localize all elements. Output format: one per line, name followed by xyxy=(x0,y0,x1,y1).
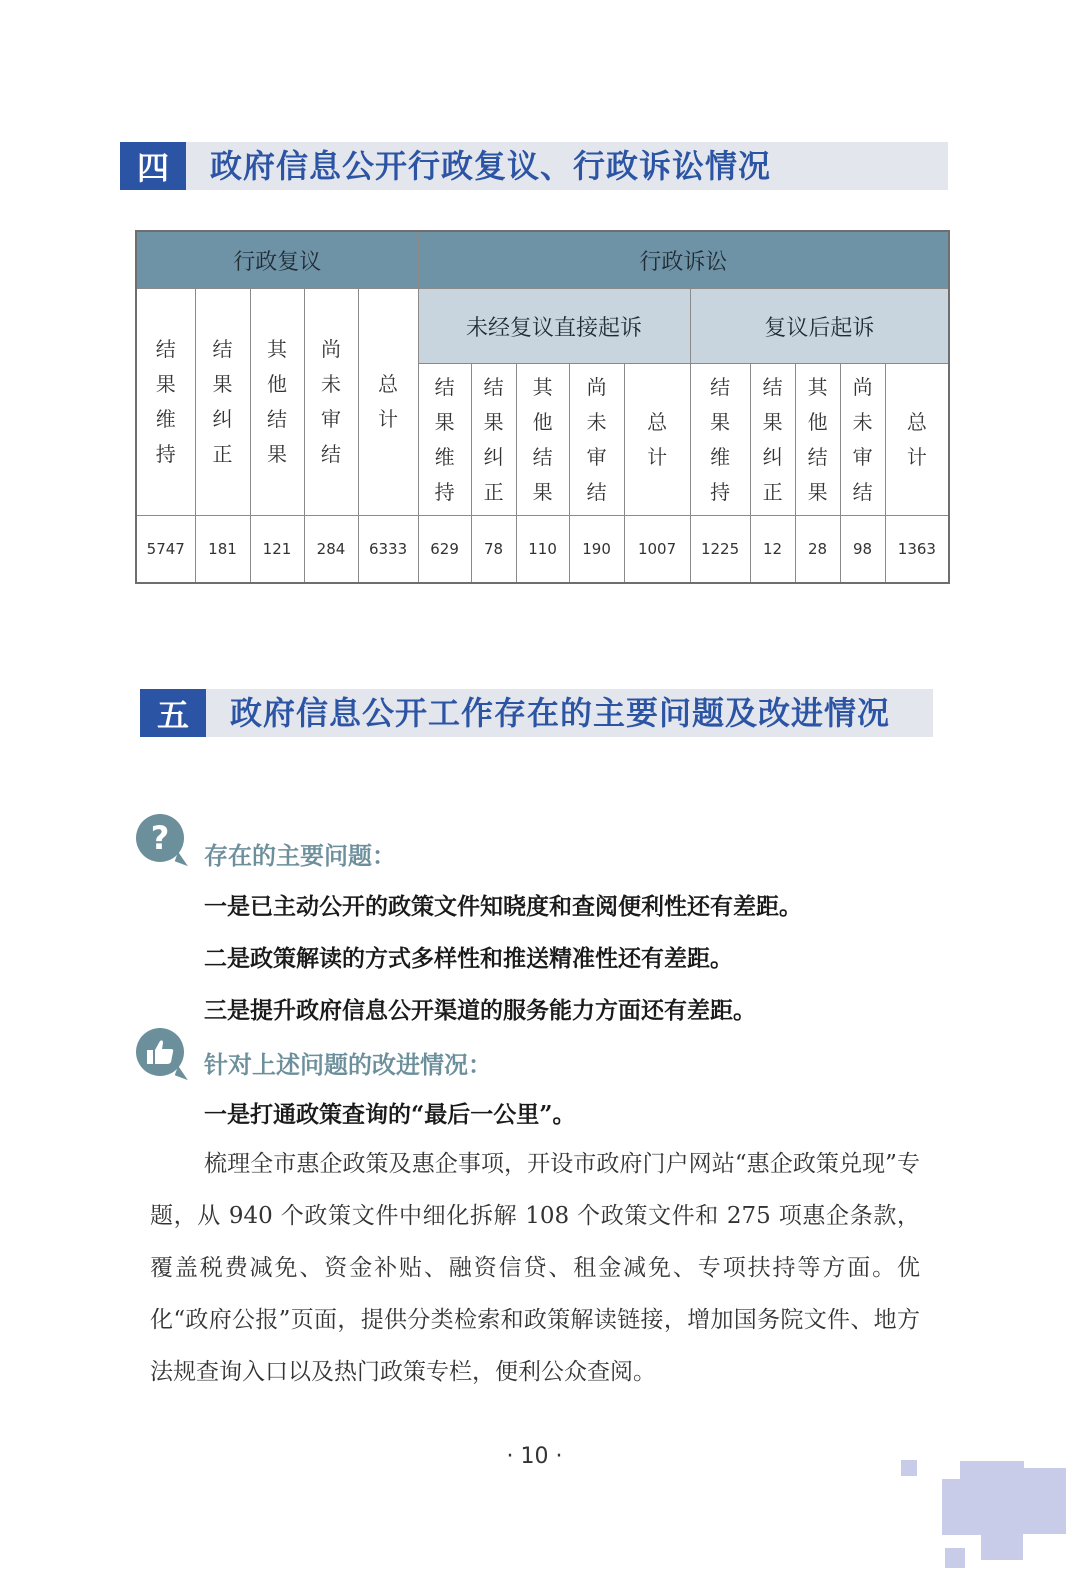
problem-item: 二是政策解读的方式多样性和推送精准性还有差距。 xyxy=(204,945,733,972)
col-direct-other xyxy=(516,364,569,516)
improvements-heading: 针对上述问题的改进情况： xyxy=(204,1051,492,1079)
col-after-total xyxy=(885,364,949,516)
table-cell: 284 xyxy=(304,516,358,584)
table-cell: 6333 xyxy=(358,516,418,584)
col-review-upheld xyxy=(136,289,195,516)
table-cell: 190 xyxy=(569,516,624,584)
table-cell: 98 xyxy=(840,516,885,584)
col-label: 结果维持 xyxy=(710,374,731,504)
col-label: 尚未审结 xyxy=(586,374,607,504)
section-5-heading xyxy=(140,689,933,737)
problems-heading: 存在的主要问题： xyxy=(204,842,396,870)
col-label: 结果维持 xyxy=(434,374,455,504)
col-label: 其他结果 xyxy=(267,337,287,466)
col-after-corrected xyxy=(750,364,795,516)
deco-square xyxy=(981,1518,1023,1560)
improvement-item-body: 梳理全市惠企政策及惠企事项，开设市政府门户网站“惠企政策兑现”专题，从 940 个政策文件中细化拆解 108 个政策文件和 275 项惠企条款，覆盖税费减免、资金补贴、融资信贷、租金减免、专项扶持等方面。优化“政府公报”页面，提供分类检索和政策解读链接，增加国务院文件、地方法规查询入口以及热门政策专栏，便利公众查阅。 xyxy=(150,1151,920,1385)
col-review-corrected xyxy=(195,289,250,516)
table-cell: 1225 xyxy=(690,516,750,584)
problem-item: 一是已主动公开的政策文件知晓度和查阅便利性还有差距。 xyxy=(204,893,802,920)
page-number: · 10 · xyxy=(506,1444,563,1469)
table-cell: 78 xyxy=(471,516,516,584)
table-row xyxy=(136,516,949,584)
col-label: 总计 xyxy=(906,409,927,469)
table-cell: 28 xyxy=(795,516,840,584)
thumbs-up-icon xyxy=(136,1028,184,1076)
col-after-other xyxy=(795,364,840,516)
col-direct-pending xyxy=(569,364,624,516)
col-label: 结果纠正 xyxy=(212,337,233,466)
header-litigation-after-review: 复议后起诉 xyxy=(690,289,949,364)
table-cell: 12 xyxy=(750,516,795,584)
table-cell: 1007 xyxy=(624,516,690,584)
col-label: 总计 xyxy=(378,372,399,431)
header-administrative-review: 行政复议 xyxy=(136,231,418,289)
section-5-number: 五 xyxy=(140,689,206,737)
col-direct-upheld xyxy=(418,364,471,516)
table-cell: 5747 xyxy=(136,516,195,584)
col-direct-corrected xyxy=(471,364,516,516)
section-5-title: 政府信息公开工作存在的主要问题及改进情况 xyxy=(230,694,891,732)
col-direct-total xyxy=(624,364,690,516)
col-label: 总计 xyxy=(647,409,668,469)
problem-item: 三是提升政府信息公开渠道的服务能力方面还有差距。 xyxy=(204,997,756,1024)
section-4-heading xyxy=(120,142,948,190)
section-4-title: 政府信息公开行政复议、行政诉讼情况 xyxy=(210,147,772,185)
deco-square xyxy=(901,1460,917,1476)
col-after-upheld xyxy=(690,364,750,516)
deco-square xyxy=(945,1548,965,1568)
table-cell: 121 xyxy=(250,516,304,584)
thumbs-up-glyph xyxy=(145,1038,175,1066)
table-cell: 629 xyxy=(418,516,471,584)
header-direct-litigation: 未经复议直接起诉 xyxy=(418,289,690,364)
table-cell: 181 xyxy=(195,516,250,584)
table-cell: 110 xyxy=(516,516,569,584)
col-label: 尚未审结 xyxy=(321,337,341,466)
col-review-other xyxy=(250,289,304,516)
col-label: 尚未审结 xyxy=(852,374,873,504)
section-4-number: 四 xyxy=(120,142,186,190)
question-icon: ? xyxy=(136,814,184,862)
col-label: 其他结果 xyxy=(807,374,828,504)
col-label: 结果纠正 xyxy=(762,374,783,504)
col-review-pending xyxy=(304,289,358,516)
col-after-pending xyxy=(840,364,885,516)
col-review-total xyxy=(358,289,418,516)
header-administrative-litigation: 行政诉讼 xyxy=(418,231,949,289)
col-label: 其他结果 xyxy=(532,374,553,504)
col-label: 结果纠正 xyxy=(483,374,504,504)
table-cell: 1363 xyxy=(885,516,949,584)
col-label: 结果维持 xyxy=(155,337,176,466)
improvement-item-title: 一是打通政策查询的“最后一公里”。 xyxy=(204,1101,576,1128)
review-litigation-table xyxy=(135,230,950,584)
